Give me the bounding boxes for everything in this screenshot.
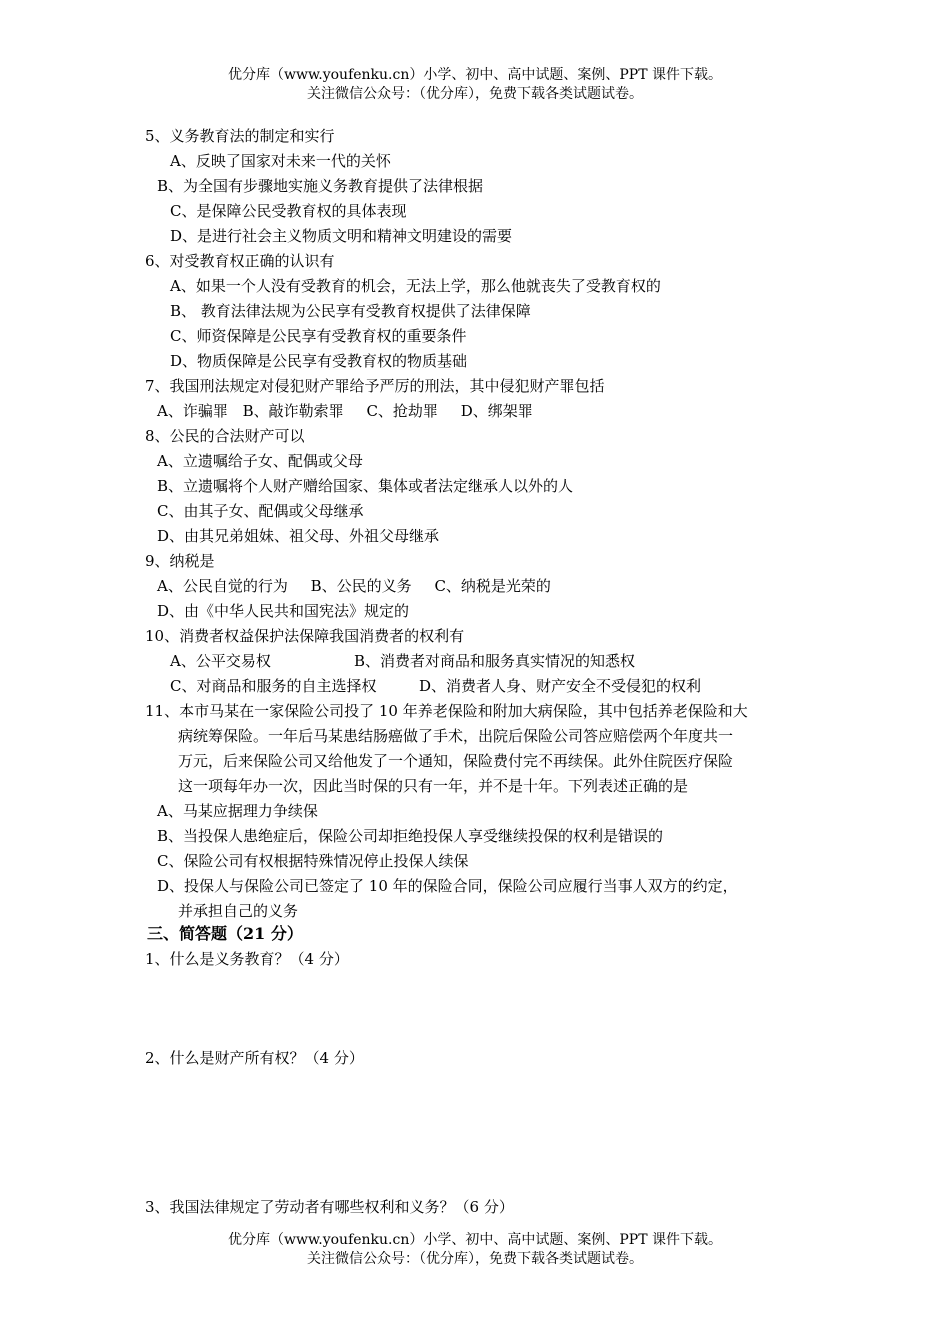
question-6-option-c: C、师资保障是公民享有受教育权的重要条件 [170,327,467,345]
question-10-stem: 10、消费者权益保护法保障我国消费者的权利有 [145,627,465,645]
question-5-option-b: B、为全国有步骤地实施义务教育提供了法律根据 [157,177,484,195]
question-11-stem-line-2: 病统筹保险。一年后马某患结肠癌做了手术，出院后保险公司答应赔偿两个年度共一 [178,727,734,745]
question-8-option-d: D、由其兄弟姐妹、祖父母、外祖父母继承 [157,527,440,545]
page-footer-line-2: 关注微信公众号：（优分库），免费下载各类试题试卷。 [307,1251,643,1267]
question-7-options [157,401,533,421]
question-7-option-d: D、绑架罪 [460,402,533,420]
question-10-option-b: B、消费者对商品和服务真实情况的知悉权 [354,652,636,670]
question-7-option-c: C、抢劫罪 [366,402,438,420]
page-header-line-1: 优分库（www.youfenku.cn）小学、初中、高中试题、案例、PPT 课件下载。 [227,67,722,83]
question-11-option-c: C、保险公司有权根据特殊情况停止投保人续保 [157,852,469,870]
question-11-option-d-line-1: D、投保人与保险公司已签定了 10 年的保险合同，保险公司应履行当事人双方的约定， [157,877,738,895]
question-10-option-d: D、消费者人身、财产安全不受侵犯的权利 [419,677,702,695]
question-5-option-c: C、是保障公民受教育权的具体表现 [170,202,407,220]
question-11-stem-line-3: 万元，后来保险公司又给他发了一个通知，保险费付完不再续保。此外住院医疗保险 [178,752,734,770]
question-5-option-a: A、反映了国家对未来一代的关怀 [170,152,391,170]
question-8-option-c: C、由其子女、配偶或父母继承 [157,502,364,520]
question-10-option-c: C、对商品和服务的自主选择权 [170,677,377,695]
question-5-stem: 5、义务教育法的制定和实行 [145,127,335,145]
question-9-stem: 9、纳税是 [145,552,215,570]
section-3-title: 三、简答题（21 分） [147,924,303,943]
question-8-stem: 8、公民的合法财产可以 [145,427,305,445]
question-7-option-a: A、诈骗罪 [157,402,228,420]
question-11-option-d-line-2: 并承担自己的义务 [178,902,299,920]
question-9-option-a: A、公民自觉的行为 [157,577,288,595]
question-9-option-c: C、纳税是光荣的 [434,577,551,595]
question-8-option-a: A、立遗嘱给子女、配偶或父母 [157,452,363,470]
question-7-stem: 7、我国刑法规定对侵犯财产罪给予严厉的刑法，其中侵犯财产罪包括 [145,377,605,395]
question-11-stem-line-4: 这一项每年办一次，因此当时保的只有一年，并不是十年。下列表述正确的是 [178,777,689,795]
question-9-option-b: B、公民的义务 [310,577,412,595]
question-8-option-b: B、立遗嘱将个人财产赠给国家、集体或者法定继承人以外的人 [157,477,574,495]
question-6-option-b: B、 教育法律法规为公民享有受教育权提供了法律保障 [170,302,531,320]
question-6-stem: 6、对受教育权正确的认识有 [145,252,335,270]
question-10-option-a: A、公平交易权 [170,652,271,670]
short-answer-1: 1、什么是义务教育？（4 分） [145,950,349,968]
question-6-option-a: A、如果一个人没有受教育的机会，无法上学，那么他就丧失了受教育权的 [170,277,661,295]
question-6-option-d: D、物质保障是公民享有受教育权的物质基础 [170,352,468,370]
question-9-option-d: D、由《中华人民共和国宪法》规定的 [157,602,410,620]
question-11-option-b: B、当投保人患绝症后，保险公司却拒绝投保人享受继续投保的权利是错误的 [157,827,664,845]
question-5-option-d: D、是进行社会主义物质文明和精神文明建设的需要 [170,227,513,245]
question-7-option-b: B、敲诈勒索罪 [242,402,344,420]
page-footer-line-1: 优分库（www.youfenku.cn）小学、初中、高中试题、案例、PPT 课件下载。 [227,1232,722,1248]
question-11-stem-line-1: 11、本市马某在一家保险公司投了 10 年养老保险和附加大病保险，其中包括养老保险和大 [145,702,748,720]
question-11-option-a: A、马某应据理力争续保 [157,802,318,820]
short-answer-3: 3、我国法律规定了劳动者有哪些权利和义务？（6 分） [145,1198,514,1216]
short-answer-2: 2、什么是财产所有权？（4 分） [145,1049,364,1067]
page-header-line-2: 关注微信公众号：（优分库），免费下载各类试题试卷。 [307,86,643,102]
question-9-options-row-1 [157,576,551,596]
